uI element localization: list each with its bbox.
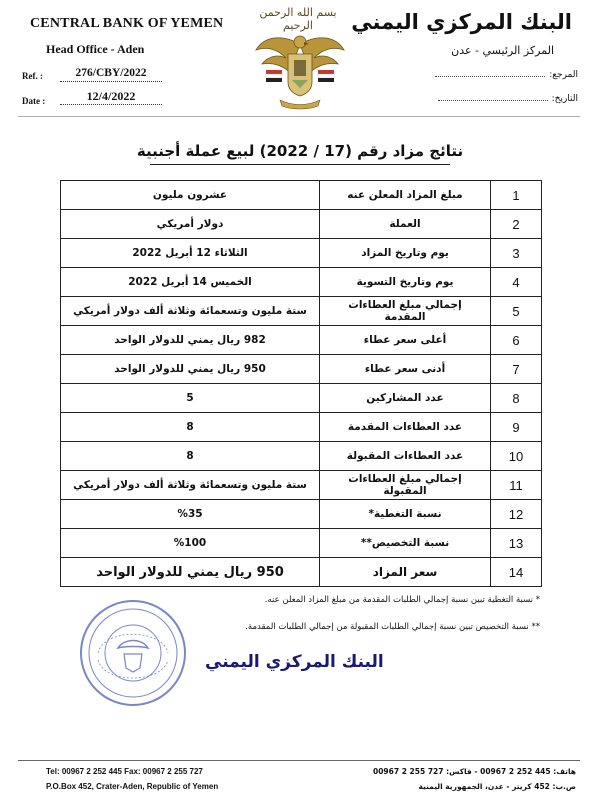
table-row bbox=[61, 558, 542, 587]
row-number: 6 bbox=[491, 326, 542, 355]
row-label: أدنى سعر عطاء bbox=[320, 355, 491, 384]
ref-line-ar bbox=[428, 70, 578, 80]
row-value: 5 bbox=[61, 384, 320, 413]
table-row bbox=[61, 529, 542, 558]
basmala: بسم الله الرحمن الرحيم bbox=[259, 6, 337, 32]
row-label: يوم وتاريخ المزاد bbox=[320, 239, 491, 268]
table-row bbox=[61, 413, 542, 442]
row-value: ستة مليون وتسعمائة وثلاثة ألف دولار أمريكي bbox=[61, 471, 320, 500]
row-label: إجمالي مبلغ العطاءات المقبولة bbox=[320, 471, 491, 500]
header-divider bbox=[18, 116, 580, 117]
footer-address-en: P.O.Box 452, Crater-Aden, Republic of Yemen bbox=[46, 782, 219, 791]
row-number: 9 bbox=[491, 413, 542, 442]
row-number: 12 bbox=[491, 500, 542, 529]
date-line-ar bbox=[428, 94, 578, 104]
row-value: ستة مليون وتسعمائة وثلاثة ألف دولار أمريكي bbox=[61, 297, 320, 326]
table-row bbox=[61, 471, 542, 500]
row-label: إجمالي مبلغ العطاءات المقدمة bbox=[320, 297, 491, 326]
row-number: 13 bbox=[491, 529, 542, 558]
row-label: عدد المشاركين bbox=[320, 384, 491, 413]
ref-value: 276/CBY/2022 bbox=[60, 65, 162, 82]
official-seal-stamp-icon bbox=[78, 598, 188, 708]
bank-name-en: CENTRAL BANK OF YEMEN bbox=[30, 16, 224, 31]
table-row bbox=[61, 181, 542, 210]
row-value: 950 ريال يمني للدولار الواحد bbox=[61, 558, 320, 587]
row-label: يوم وتاريخ التسوية bbox=[320, 268, 491, 297]
row-label: عدد العطاءات المقدمة bbox=[320, 413, 491, 442]
row-value: دولار أمريكي bbox=[61, 210, 320, 239]
table-row bbox=[61, 297, 542, 326]
row-number: 14 bbox=[491, 558, 542, 587]
row-value: %35 bbox=[61, 500, 320, 529]
date-dotted-line bbox=[438, 100, 548, 101]
row-number: 11 bbox=[491, 471, 542, 500]
row-label: العملة bbox=[320, 210, 491, 239]
title-underline bbox=[150, 164, 450, 165]
yemen-eagle-emblem-icon bbox=[252, 24, 348, 112]
row-label: نسبة التغطية* bbox=[320, 500, 491, 529]
footnote-coverage: * نسبة التغطية تبين نسبة إجمالي الطلبات المقدمة من مبلغ المزاد المعلن عنه. bbox=[264, 595, 540, 605]
table-row bbox=[61, 500, 542, 529]
date-label: Date : bbox=[22, 96, 46, 106]
row-value: الخميس 14 أبريل 2022 bbox=[61, 268, 320, 297]
row-value: 982 ريال يمني للدولار الواحد bbox=[61, 326, 320, 355]
table-row bbox=[61, 268, 542, 297]
row-number: 7 bbox=[491, 355, 542, 384]
office-name-ar: المركز الرئيسي - عدن bbox=[451, 44, 554, 57]
row-label: أعلى سعر عطاء bbox=[320, 326, 491, 355]
date-label-ar: التاريخ: bbox=[551, 94, 578, 104]
signature-bank-name-ar: البنك المركزي اليمني bbox=[205, 652, 384, 672]
table-row bbox=[61, 210, 542, 239]
footer-contact-en: Tel: 00967 2 252 445 Fax: 00967 2 255 727 bbox=[46, 767, 203, 776]
row-number: 8 bbox=[491, 384, 542, 413]
footer-contact-ar: هاتف: 445 252 2 00967 - فاكس: 727 255 2 00967 bbox=[372, 767, 576, 776]
table-row bbox=[61, 355, 542, 384]
row-value: الثلاثاء 12 أبريل 2022 bbox=[61, 239, 320, 268]
row-label: سعر المزاد bbox=[320, 558, 491, 587]
ref-dotted-line bbox=[435, 76, 545, 77]
row-number: 4 bbox=[491, 268, 542, 297]
footer-divider bbox=[18, 760, 580, 761]
date-value: 12/4/2022 bbox=[60, 88, 162, 105]
auction-results-table bbox=[60, 180, 542, 587]
footnote-allocation: ** نسبة التخصيص تبين نسبة إجمالي الطلبات المقبولة من إجمالي الطلبات المقدمة. bbox=[245, 622, 540, 632]
document-title: نتائج مزاد رقم (17 / 2022) لبيع عملة أجنبية bbox=[136, 142, 464, 160]
row-value: 950 ريال يمني للدولار الواحد bbox=[61, 355, 320, 384]
row-value: عشرون مليون bbox=[61, 181, 320, 210]
row-number: 10 bbox=[491, 442, 542, 471]
row-value: 8 bbox=[61, 442, 320, 471]
table-row bbox=[61, 442, 542, 471]
row-number: 1 bbox=[491, 181, 542, 210]
footer-address-ar: ص.ب: 452 كريتر - عدن، الجمهورية اليمنية bbox=[418, 782, 576, 791]
row-number: 3 bbox=[491, 239, 542, 268]
row-label: مبلغ المزاد المعلن عنه bbox=[320, 181, 491, 210]
table-row bbox=[61, 326, 542, 355]
row-label: عدد العطاءات المقبولة bbox=[320, 442, 491, 471]
table-row bbox=[61, 239, 542, 268]
office-name-en: Head Office - Aden bbox=[46, 42, 145, 56]
bank-name-ar: البنك المركزي اليمني bbox=[351, 10, 572, 34]
row-label: نسبة التخصيص** bbox=[320, 529, 491, 558]
row-number: 2 bbox=[491, 210, 542, 239]
row-value: 8 bbox=[61, 413, 320, 442]
table-row bbox=[61, 384, 542, 413]
row-value: %100 bbox=[61, 529, 320, 558]
ref-label: Ref. : bbox=[22, 71, 43, 81]
ref-label-ar: المرجع: bbox=[549, 70, 578, 80]
row-number: 5 bbox=[491, 297, 542, 326]
